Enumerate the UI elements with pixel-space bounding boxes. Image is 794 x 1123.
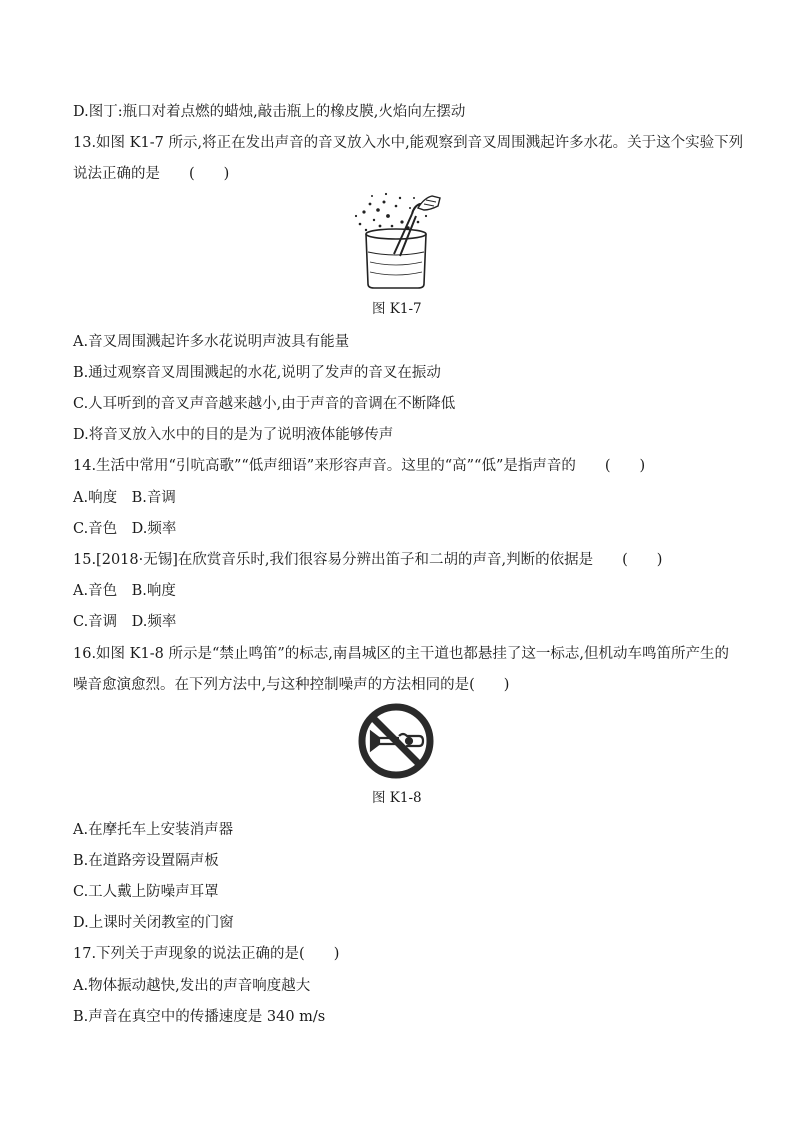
q12-option-d: D.图丁:瓶口对着点燃的蜡烛,敲击瓶上的橡皮膜,火焰向左摆动 bbox=[73, 104, 466, 120]
q17-option-b: B.声音在真空中的传播速度是 340 m/s bbox=[73, 1009, 326, 1025]
q17-stem: 17.下列关于声现象的说法正确的是( ) bbox=[73, 946, 340, 962]
q13-option-b: B.通过观察音叉周围溅起的水花,说明了发声的音叉在振动 bbox=[73, 365, 441, 381]
q13-option-c: C.人耳听到的音叉声音越来越小,由于声音的音调在不断降低 bbox=[73, 396, 456, 412]
figure-k1-8-caption: 图 K1-8 bbox=[372, 790, 422, 806]
q16-option-c: C.工人戴上防噪声耳罩 bbox=[73, 884, 219, 900]
q14-options-line1: A.响度 B.音调 bbox=[73, 490, 176, 506]
q17-option-a: A.物体振动越快,发出的声音响度越大 bbox=[73, 978, 311, 994]
q15-options-line2: C.音调 D.频率 bbox=[73, 614, 177, 630]
q14-stem: 14.生活中常用“引吭高歌”“低声细语”来形容声音。这里的“高”“低”是指声音的 ( ) bbox=[73, 458, 646, 474]
q15-stem: 15.[2018·无锡]在欣赏音乐时,我们很容易分辨出笛子和二胡的声音,判断的依据是 ( ) bbox=[73, 552, 663, 568]
q16-stem-line1: 16.如图 K1-8 所示是“禁止鸣笛”的标志,南昌城区的主干道也都悬挂了这一标志,但机动车鸣笛所产生的 bbox=[73, 646, 730, 662]
no-honking-sign-icon bbox=[357, 702, 435, 780]
q16-stem-line2: 噪音愈演愈烈。在下列方法中,与这种控制噪声的方法相同的是( ) bbox=[73, 677, 510, 693]
q13-option-a: A.音叉周围溅起许多水花说明声波具有能量 bbox=[73, 334, 350, 350]
q16-option-d: D.上课时关闭教室的门窗 bbox=[73, 915, 234, 931]
q16-option-b: B.在道路旁设置隔声板 bbox=[73, 853, 219, 869]
tuning-fork-water-figure bbox=[352, 192, 444, 292]
q15-options-line1: A.音色 B.响度 bbox=[73, 583, 176, 599]
q13-stem-line2: 说法正确的是 ( ) bbox=[73, 166, 230, 182]
figure-k1-7-caption: 图 K1-7 bbox=[372, 301, 422, 317]
q13-stem-line1: 13.如图 K1-7 所示,将正在发出声音的音叉放入水中,能观察到音叉周围溅起许多水花。关于这个实验下列 bbox=[73, 135, 744, 151]
q13-option-d: D.将音叉放入水中的目的是为了说明液体能够传声 bbox=[73, 427, 394, 443]
q16-option-a: A.在摩托车上安装消声器 bbox=[73, 822, 234, 838]
q14-options-line2: C.音色 D.频率 bbox=[73, 521, 177, 537]
